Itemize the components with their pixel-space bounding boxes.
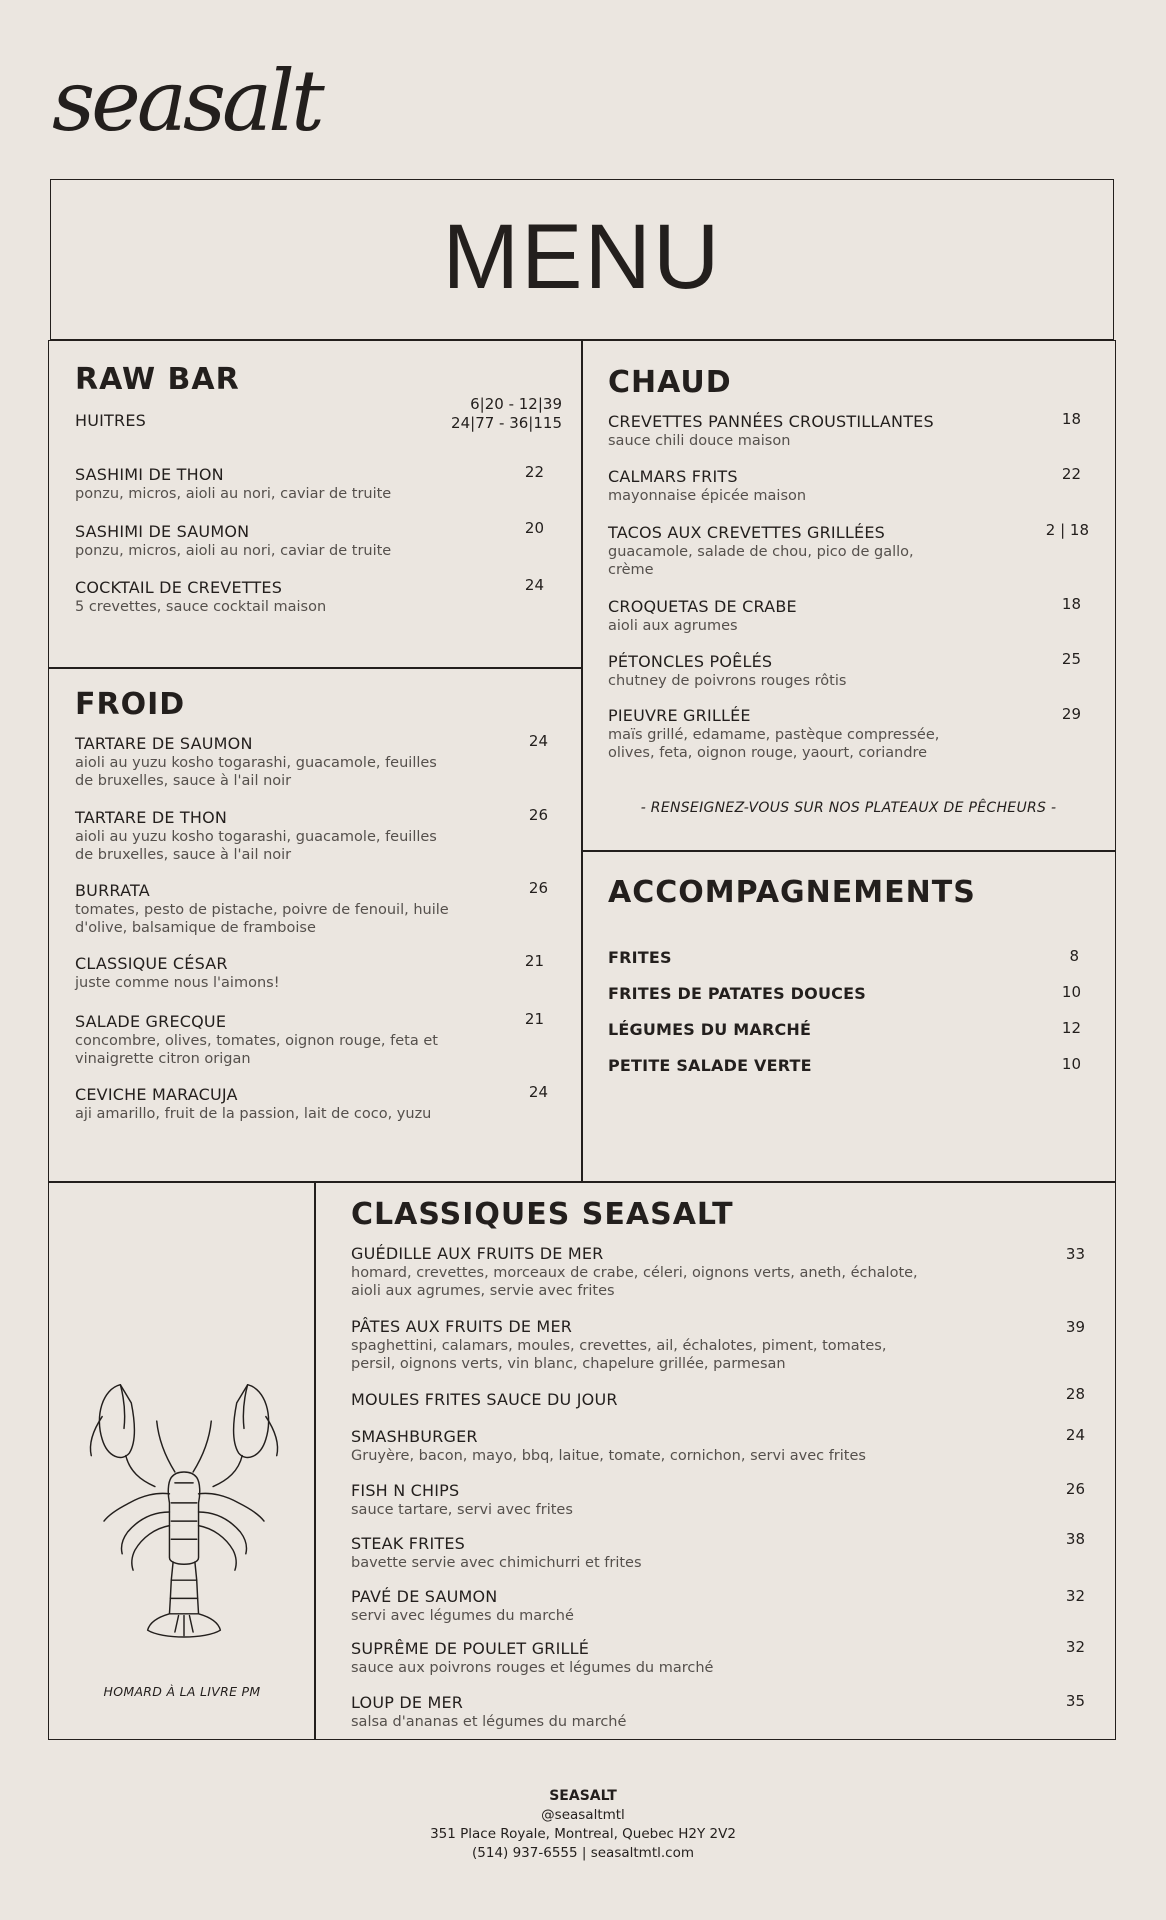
menu-item bbox=[351, 1639, 713, 1677]
item-price: 29 bbox=[1061, 705, 1081, 723]
menu-item bbox=[608, 523, 914, 579]
item-price: 24 bbox=[1065, 1426, 1085, 1444]
side-item-price: 8 bbox=[1069, 947, 1079, 965]
item-name: SALADE GRECQUE bbox=[75, 1012, 227, 1031]
item-name: SMASHBURGER bbox=[351, 1427, 478, 1446]
menu-item bbox=[351, 1244, 918, 1300]
footer-handle: @seasaltmtl bbox=[541, 1807, 625, 1823]
item-desc-line1: maïs grillé, edamame, pastèque compressée, bbox=[608, 727, 940, 743]
item-desc-line1: aioli au yuzu kosho togarashi, guacamole, feuilles bbox=[75, 829, 437, 845]
menu-title-box bbox=[50, 179, 1114, 340]
item-price: 25 bbox=[1061, 650, 1081, 668]
item-price: 21 bbox=[524, 1010, 544, 1028]
menu-item bbox=[608, 467, 806, 505]
item-price: 24 bbox=[528, 1083, 548, 1101]
item-desc-line2: vinaigrette citron origan bbox=[75, 1051, 251, 1067]
menu-item bbox=[75, 808, 437, 864]
item-desc-line1: concombre, olives, tomates, oignon rouge, feta et bbox=[75, 1033, 438, 1049]
footer-contact: (514) 937-6555 | seasaltmtl.com bbox=[472, 1845, 694, 1861]
item-desc-line1: salsa d'ananas et légumes du marché bbox=[351, 1714, 627, 1730]
item-price: 21 bbox=[524, 952, 544, 970]
menu-item bbox=[351, 1693, 626, 1731]
item-name: SUPRÊME DE POULET GRILLÉ bbox=[351, 1639, 590, 1658]
menu-item bbox=[351, 1587, 574, 1625]
item-desc-line1: servi avec légumes du marché bbox=[351, 1608, 574, 1624]
logo-script bbox=[50, 22, 350, 152]
item-desc-line1: Gruyère, bacon, mayo, bbq, laitue, tomate, cornichon, servi avec frites bbox=[351, 1448, 866, 1464]
item-desc-line1: aioli aux agrumes bbox=[608, 618, 738, 634]
menu-item bbox=[608, 597, 797, 635]
item-desc-line2: d'olive, balsamique de framboise bbox=[75, 920, 316, 936]
item-desc-line2: aioli aux agrumes, servie avec frites bbox=[351, 1283, 615, 1299]
lobster-panel bbox=[48, 1181, 316, 1740]
item-price: 24 bbox=[528, 732, 548, 750]
item-name: CREVETTES PANNÉES CROUSTILLANTES bbox=[608, 412, 934, 431]
menu-item bbox=[75, 1012, 438, 1068]
menu-item bbox=[75, 1085, 431, 1123]
chaud-section bbox=[581, 340, 1116, 852]
item-name: PÉTONCLES POÊLÉS bbox=[608, 652, 773, 671]
side-item-name: FRITES bbox=[608, 948, 672, 967]
item-desc-line2: persil, oignons verts, vin blanc, chapelure grillée, parmesan bbox=[351, 1356, 786, 1372]
item-name: GUÉDILLE AUX FRUITS DE MER bbox=[351, 1244, 604, 1263]
item-desc-line1: aioli au yuzu kosho togarashi, guacamole, feuilles bbox=[75, 755, 437, 771]
classiques-section bbox=[314, 1181, 1116, 1740]
fisherman-platter-note: - RENSEIGNEZ-VOUS SUR NOS PLATEAUX DE PÊCHEURS - bbox=[640, 800, 1057, 816]
menu-item bbox=[75, 734, 437, 790]
menu-item bbox=[608, 652, 846, 690]
raw-bar-title: RAW BAR bbox=[75, 362, 240, 397]
item-price: 38 bbox=[1065, 1530, 1085, 1548]
menu-item bbox=[351, 1481, 573, 1519]
item-name: COCKTAIL DE CREVETTES bbox=[75, 578, 283, 597]
side-item-name: LÉGUMES DU MARCHÉ bbox=[608, 1020, 812, 1039]
item-price: 18 bbox=[1061, 595, 1081, 613]
item-price: 24 bbox=[524, 576, 544, 594]
item-name: CALMARS FRITS bbox=[608, 467, 738, 486]
item-price: 26 bbox=[528, 806, 548, 824]
menu-item bbox=[351, 1427, 866, 1465]
froid-section bbox=[48, 667, 583, 1183]
menu-title: MENU bbox=[442, 206, 722, 308]
item-desc-line1: bavette servie avec chimichurri et frites bbox=[351, 1555, 642, 1571]
side-item-price: 12 bbox=[1061, 1019, 1081, 1037]
side-item-price: 10 bbox=[1061, 1055, 1081, 1073]
item-desc: ponzu, micros, aioli au nori, caviar de truite bbox=[75, 543, 392, 559]
menu-item bbox=[351, 1534, 642, 1572]
item-desc: 5 crevettes, sauce cocktail maison bbox=[75, 599, 327, 615]
seasalt-logo bbox=[50, 22, 350, 152]
item-name: BURRATA bbox=[75, 881, 150, 900]
svg-text:seasalt: seasalt bbox=[52, 52, 321, 150]
footer-address: 351 Place Royale, Montreal, Quebec H2Y 2V2 bbox=[430, 1826, 736, 1842]
item-desc-line2: de bruxelles, sauce à l'ail noir bbox=[75, 773, 292, 789]
menu-item bbox=[351, 1390, 618, 1410]
item-price: 18 bbox=[1061, 410, 1081, 428]
item-price: 20 bbox=[524, 519, 544, 537]
item-name: MOULES FRITES SAUCE DU JOUR bbox=[351, 1390, 618, 1409]
item-name: CROQUETAS DE CRABE bbox=[608, 597, 797, 616]
footer bbox=[0, 1787, 1166, 1863]
item-name: CEVICHE MARACUJA bbox=[75, 1085, 238, 1104]
menu-item bbox=[608, 706, 939, 762]
item-desc: ponzu, micros, aioli au nori, caviar de truite bbox=[75, 486, 392, 502]
menu-item bbox=[75, 578, 326, 616]
item-price: 28 bbox=[1065, 1385, 1085, 1403]
raw-bar-section bbox=[48, 340, 583, 669]
item-price: 22 bbox=[1061, 465, 1081, 483]
item-desc-line1: homard, crevettes, morceaux de crabe, céleri, oignons verts, aneth, échalote, bbox=[351, 1265, 918, 1281]
menu-item bbox=[75, 522, 391, 560]
huitres-price-line1: 6|20 - 12|39 bbox=[470, 395, 562, 413]
item-name: HUITRES bbox=[75, 411, 147, 430]
item-name: PAVÉ DE SAUMON bbox=[351, 1587, 498, 1606]
item-name: STEAK FRITES bbox=[351, 1534, 466, 1553]
item-desc-line1: spaghettini, calamars, moules, crevettes, ail, échalotes, piment, tomates, bbox=[351, 1338, 887, 1354]
item-name: SASHIMI DE THON bbox=[75, 465, 224, 484]
item-desc-line1: guacamole, salade de chou, pico de gallo, bbox=[608, 544, 914, 560]
item-desc-line1: sauce tartare, servi avec frites bbox=[351, 1502, 573, 1518]
item-price: 26 bbox=[528, 879, 548, 897]
side-item-price: 10 bbox=[1061, 983, 1081, 1001]
item-name: PIEUVRE GRILLÉE bbox=[608, 706, 751, 725]
item-price: 35 bbox=[1065, 1692, 1085, 1710]
menu-item bbox=[75, 465, 391, 503]
menu-item bbox=[75, 881, 449, 937]
item-name: LOUP DE MER bbox=[351, 1693, 464, 1712]
item-price: 2 | 18 bbox=[1045, 521, 1089, 539]
item-price: 32 bbox=[1065, 1587, 1085, 1605]
side-item-name: PETITE SALADE VERTE bbox=[608, 1056, 812, 1075]
item-price: 39 bbox=[1065, 1318, 1085, 1336]
item-price: 22 bbox=[524, 463, 544, 481]
classiques-title: CLASSIQUES SEASALT bbox=[351, 1197, 734, 1232]
side-item-name: FRITES DE PATATES DOUCES bbox=[608, 984, 866, 1003]
item-name: TARTARE DE SAUMON bbox=[75, 734, 253, 753]
huitres-price-line2: 24|77 - 36|115 bbox=[451, 414, 562, 432]
item-name: TARTARE DE THON bbox=[75, 808, 228, 827]
huitres-price bbox=[451, 395, 562, 433]
item-name: CLASSIQUE CÉSAR bbox=[75, 954, 228, 973]
item-desc-line1: juste comme nous l'aimons! bbox=[75, 975, 280, 991]
item-desc-line2: crème bbox=[608, 562, 654, 578]
item-price: 33 bbox=[1065, 1245, 1085, 1263]
accompagnements-section bbox=[581, 850, 1116, 1183]
item-desc-line2: olives, feta, oignon rouge, yaourt, coriandre bbox=[608, 745, 928, 761]
item-desc-line1: sauce chili douce maison bbox=[608, 433, 791, 449]
item-name: FISH N CHIPS bbox=[351, 1481, 460, 1500]
item-name: TACOS AUX CREVETTES GRILLÉES bbox=[608, 523, 886, 542]
accompagnements-title: ACCOMPAGNEMENTS bbox=[608, 875, 976, 910]
item-desc-line2: de bruxelles, sauce à l'ail noir bbox=[75, 847, 292, 863]
menu-item-huitres bbox=[75, 411, 146, 431]
item-price: 32 bbox=[1065, 1638, 1085, 1656]
footer-name: SEASALT bbox=[549, 1788, 617, 1804]
item-desc-line1: chutney de poivrons rouges rôtis bbox=[608, 673, 847, 689]
item-name: SASHIMI DE SAUMON bbox=[75, 522, 250, 541]
lobster-caption: HOMARD À LA LIVRE PM bbox=[103, 1684, 261, 1699]
item-desc-line1: mayonnaise épicée maison bbox=[608, 488, 807, 504]
item-name: PÂTES AUX FRUITS DE MER bbox=[351, 1317, 573, 1336]
menu-item bbox=[351, 1317, 886, 1373]
menu-item bbox=[608, 412, 934, 450]
menu-item bbox=[75, 954, 280, 992]
chaud-title: CHAUD bbox=[608, 365, 732, 400]
menu-grid bbox=[48, 340, 1116, 1740]
item-desc-line1: tomates, pesto de pistache, poivre de fenouil, huile bbox=[75, 902, 449, 918]
item-desc-line1: aji amarillo, fruit de la passion, lait de coco, yuzu bbox=[75, 1106, 432, 1122]
item-price: 26 bbox=[1065, 1480, 1085, 1498]
froid-title: FROID bbox=[75, 687, 186, 722]
lobster-icon bbox=[84, 1362, 284, 1662]
item-desc-line1: sauce aux poivrons rouges et légumes du marché bbox=[351, 1660, 714, 1676]
